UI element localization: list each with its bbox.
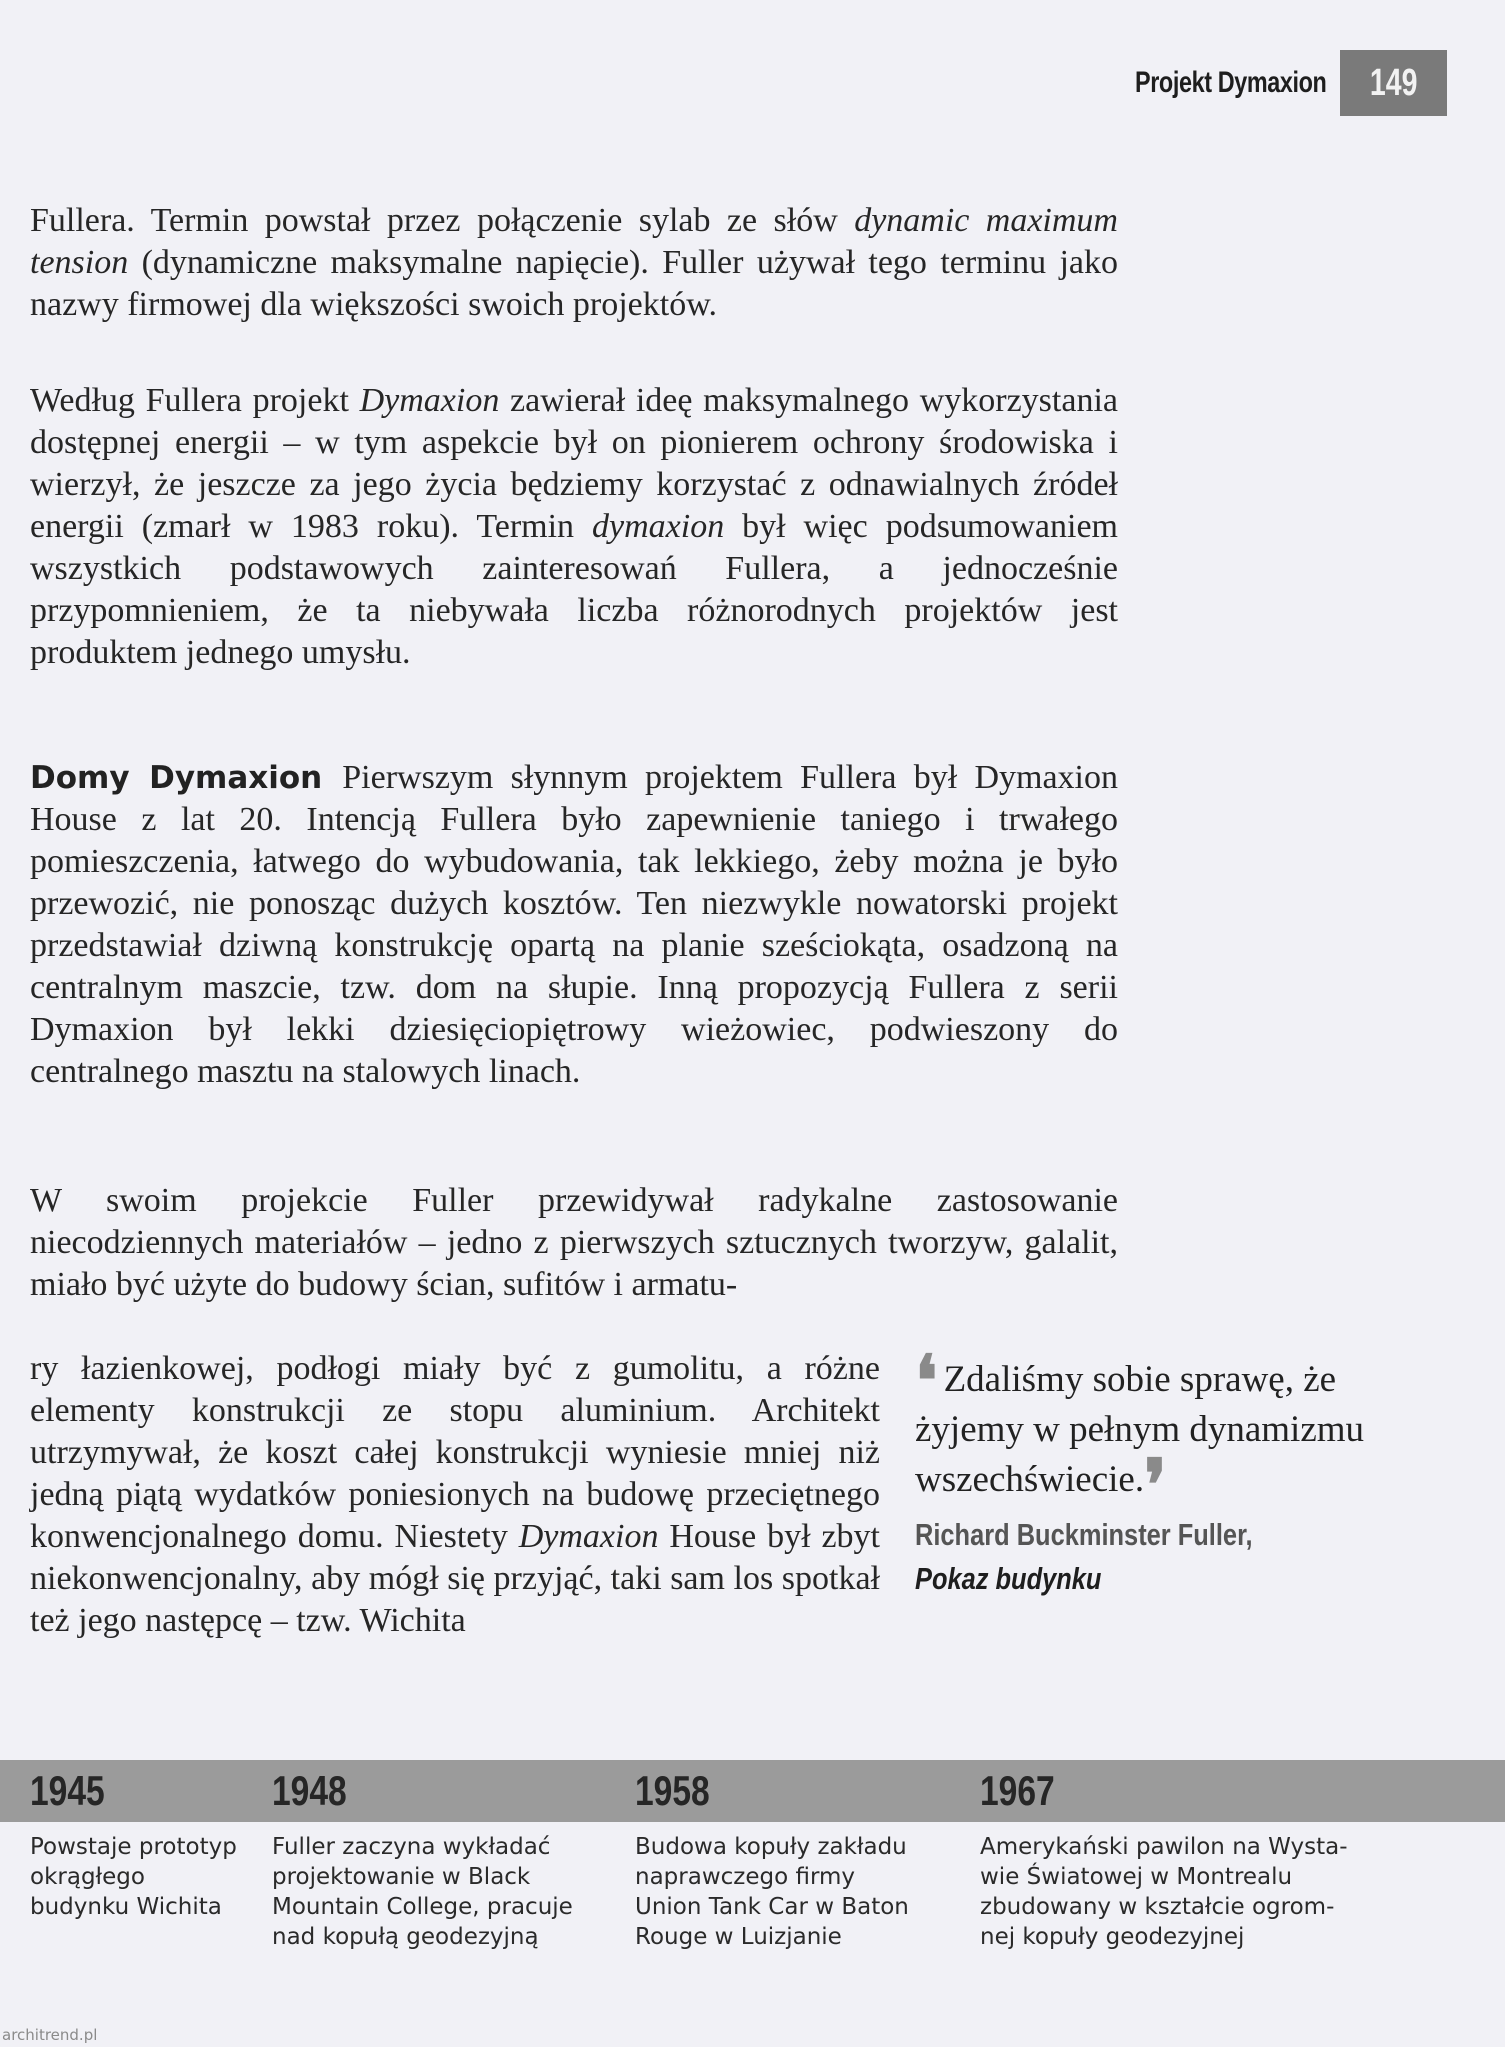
page-number: 149 — [1369, 61, 1418, 104]
text-run: House był zbyt niekonwencjonalny, aby mógł się przyjąć, taki sam los spotkał też jego następcę – tzw. Wichita — [30, 1518, 881, 1639]
timeline-description: Budowa kopuły zakładu naprawczego firmy Union Tank Car w Baton Rouge w Luizjanie — [635, 1834, 909, 1950]
timeline-description: Fuller zaczyna wykładać projektowanie w Black Mountain College, pracuje nad kopułą geodezyjną — [272, 1834, 573, 1950]
close-quote-icon: ❜ — [1144, 1448, 1167, 1525]
paragraph-domy-dymaxion — [30, 757, 1118, 1093]
text-run: ry łazienkowej, podłogi miały być z gumolitu, a różne elementy konstrukcji ze stopu aluminium. Architekt utrzymywał, że koszt całej konstrukcji wyniesie mniej niż jedną piątą wydatków poniesionych na budowę przeciętnego konwencjonalnego domu. Niestety — [30, 1350, 880, 1555]
pull-quote — [915, 1344, 1365, 1599]
quote-text-block — [915, 1344, 1365, 1525]
italic-term: Dymaxion — [518, 1518, 659, 1555]
quote-source: Pokaz budynku — [915, 1561, 1102, 1596]
running-title: Projekt Dymaxion — [1134, 66, 1326, 99]
paragraph-dymaxion-idea — [30, 380, 1118, 674]
italic-term: dynamic maximum tension — [30, 202, 1118, 281]
text-run: Pierwszym słynnym projektem Fullera był Dymaxion House z lat 20. Intencją Fullera było zapewnienie taniego i trwałego pomieszczenia, łatwego do wybudowania, tak lekkiego, żeby można je było przewozić, nie ponosząc dużych kosztów. Ten niezwykle nowatorski projekt przedstawiał dziwną konstrukcję opartą na planie sześciokąta, osadzoną na centralnym maszcie, tzw. dom na słupie. Inną propozycją Fullera z serii Dymaxion był lekki dziesięciopiętrowy wieżowiec, podwieszony do centralnego masztu na stalowych linach. — [30, 759, 1118, 1090]
text-run: zawierał ideę maksymalnego wykorzystania dostępnej energii – w tym aspekcie był on pionierem ochrony środowiska i wierzył, że jeszcze za jego życia będziemy korzystać z odnawialnych źródeł energii (zmarł w 1983 roku). Termin — [30, 382, 1118, 545]
timeline-year: 1948 — [272, 1767, 347, 1814]
page-number-box — [1340, 50, 1447, 116]
paragraph-materials — [30, 1180, 1118, 1306]
text-run: Fullera. Termin powstał przez połączenie sylab ze słów — [30, 202, 855, 239]
timeline-item — [980, 1760, 1360, 1952]
timeline-year: 1958 — [635, 1767, 710, 1814]
text-run: był więc podsumowaniem wszystkich podstawowych zainteresowań Fullera, a jednocześnie przypomnieniem, że ta niebywała liczba różnorodnych projektów jest produktem jednego umysłu. — [30, 508, 1118, 671]
text-run: (dynamiczne maksymalne napięcie). Fuller używał tego terminu jako nazwy firmowej dla większości swoich projektów. — [30, 244, 1118, 323]
page-header — [1081, 50, 1447, 116]
quote-author: Richard Buckminster Fuller, — [915, 1517, 1253, 1552]
timeline-description: Amerykański pawilon na Wysta- wie Światowej w Montrealu zbudowany w kształcie ogrom- nej kopuły geodezyjnej — [980, 1834, 1348, 1950]
open-quote-icon: ❛ — [915, 1344, 938, 1421]
timeline-item — [635, 1760, 955, 1952]
italic-term: Dymaxion — [359, 382, 500, 419]
text-run: Według Fullera projekt — [30, 382, 360, 419]
quote-text: Zdaliśmy sobie sprawę, że żyjemy w pełnym dynamizmu wszechświecie. — [915, 1359, 1365, 1500]
timeline-item — [272, 1760, 612, 1952]
timeline-year: 1967 — [980, 1767, 1055, 1814]
paragraph-materials-cont — [30, 1348, 880, 1642]
italic-term: dymaxion — [592, 508, 725, 545]
paragraph-term-origin — [30, 200, 1118, 326]
watermark: architrend.pl — [2, 2026, 98, 2044]
timeline-item — [30, 1760, 260, 1922]
text-run: W swoim projekcie Fuller przewidywał radykalne zastosowanie niecodziennych materiałów – jedno z pierwszych sztucznych tworzyw, galalit, miało być użyte do budowy ścian, sufitów i armatu- — [30, 1182, 1118, 1303]
timeline-description: Powstaje prototyp okrągłego budynku Wichita — [30, 1834, 237, 1920]
section-heading: Domy Dymaxion — [30, 760, 323, 796]
timeline-year: 1945 — [30, 1767, 105, 1814]
